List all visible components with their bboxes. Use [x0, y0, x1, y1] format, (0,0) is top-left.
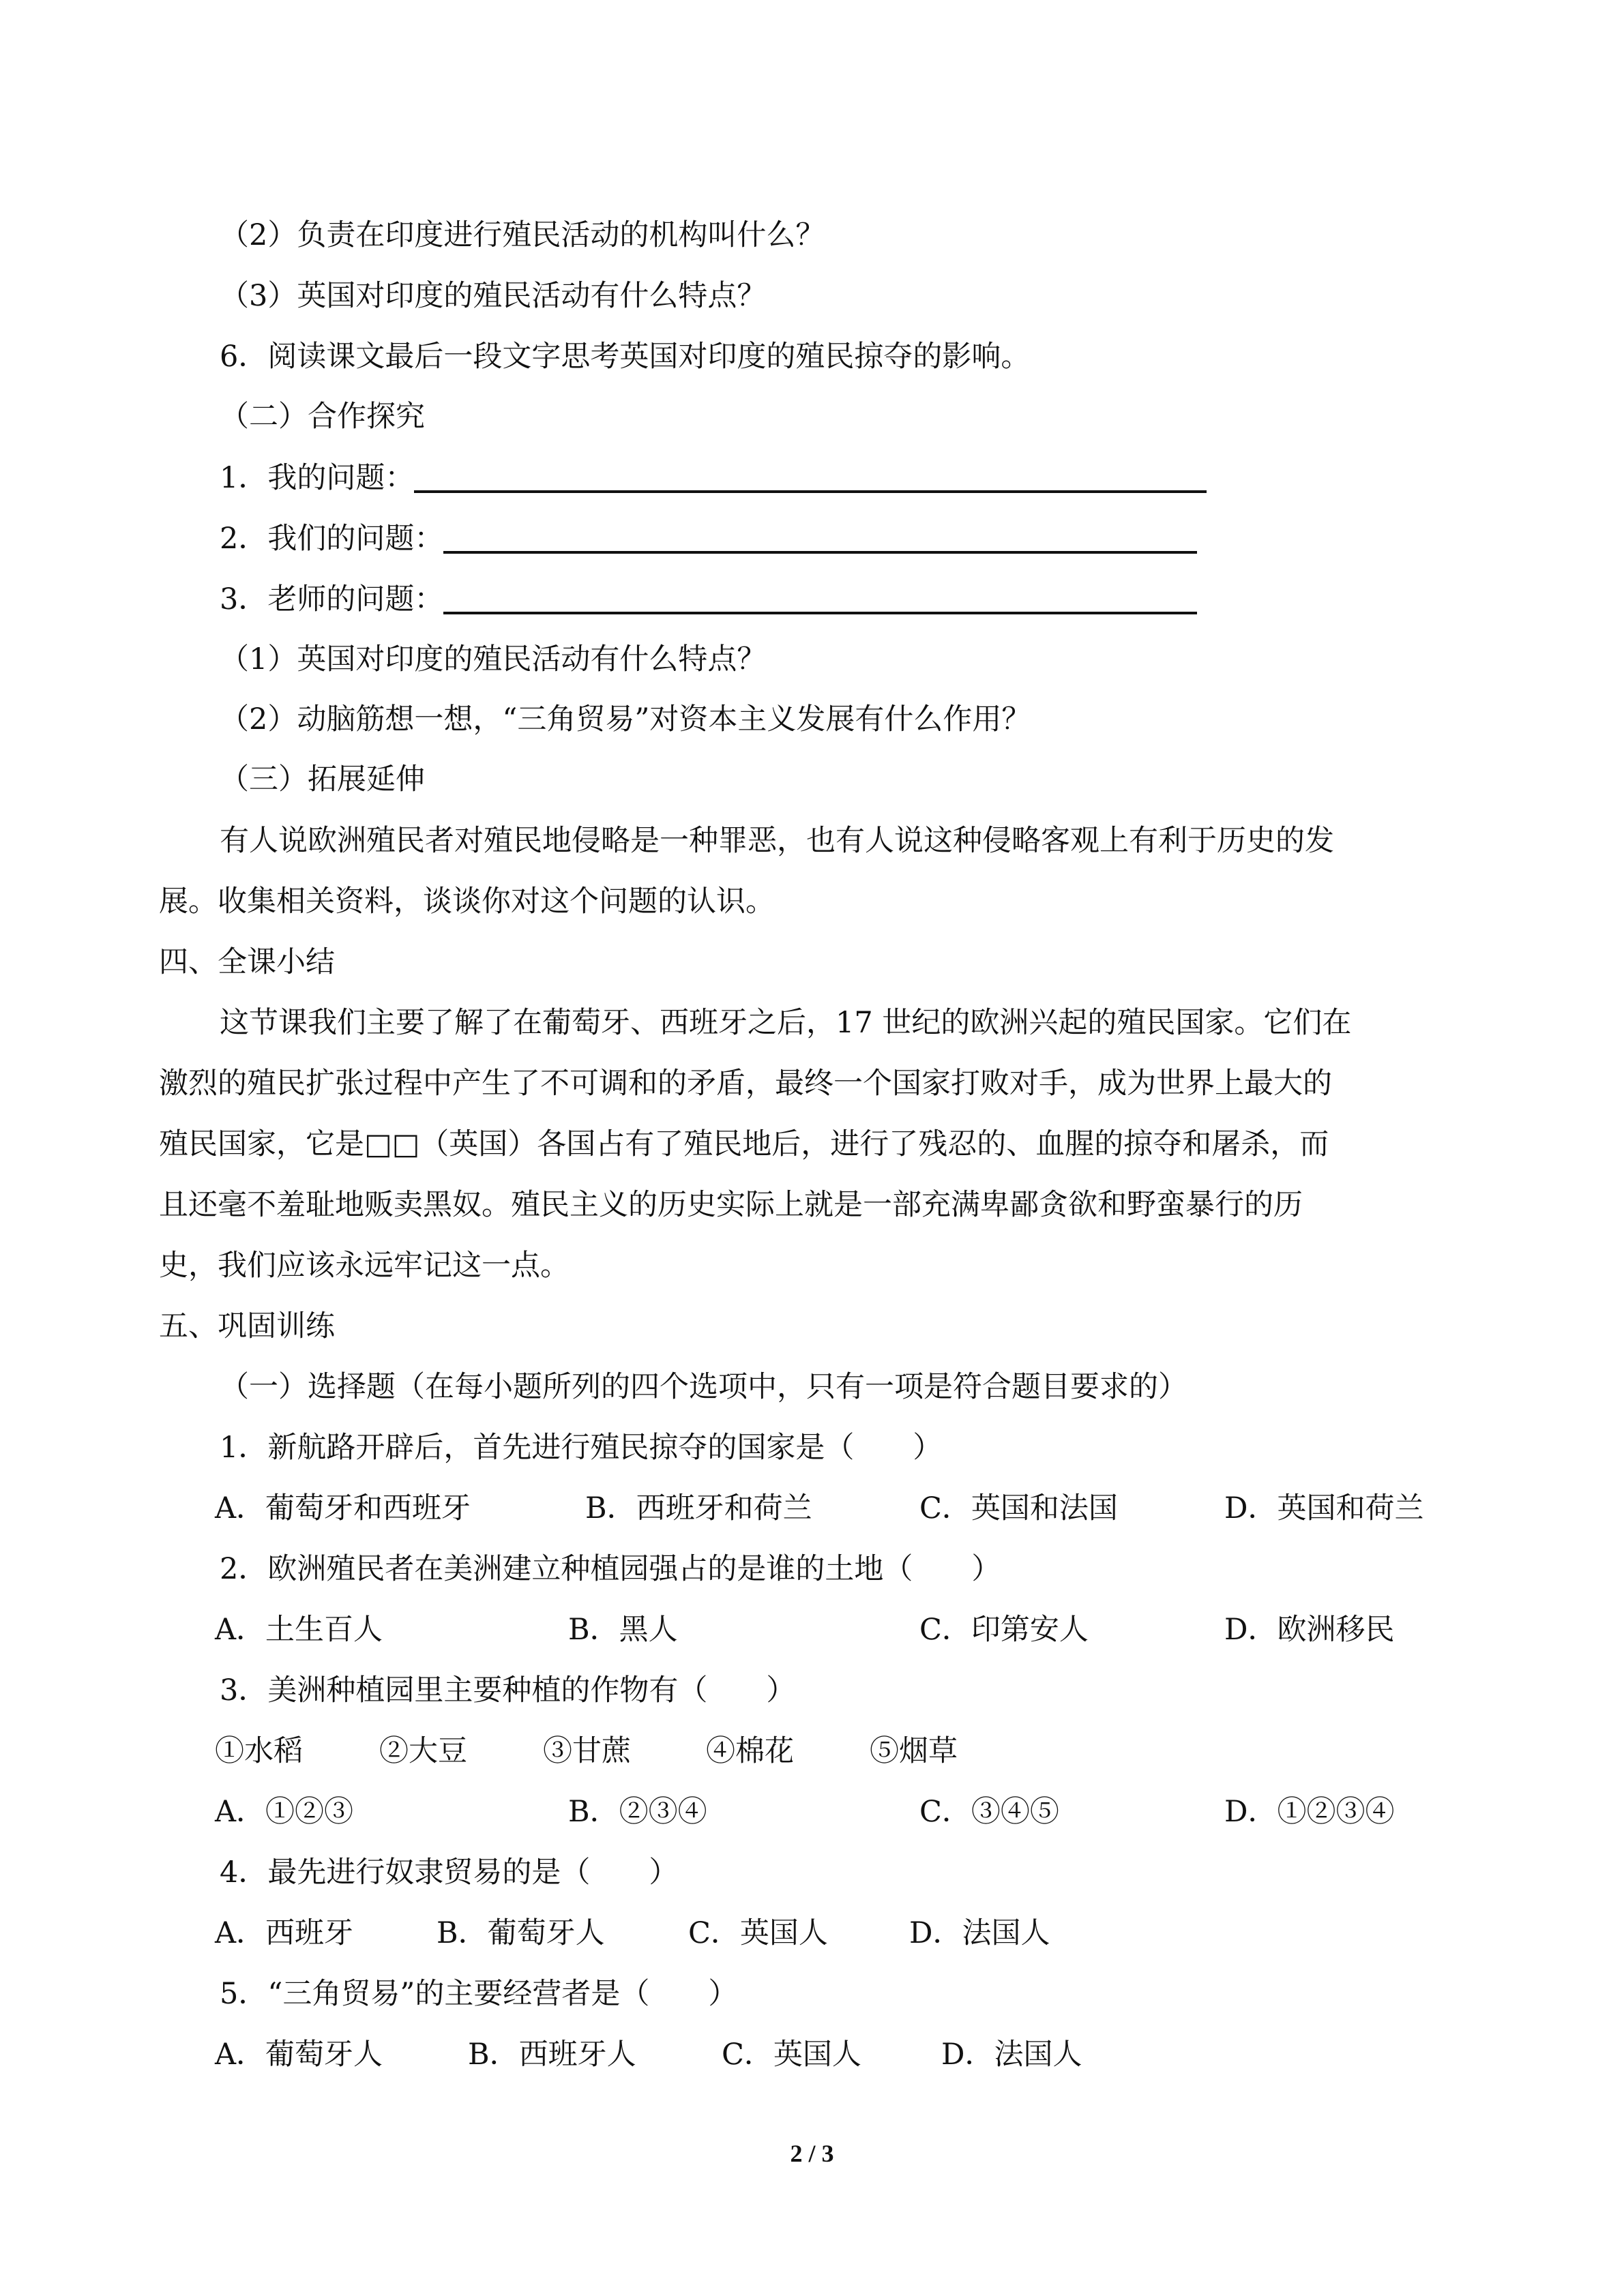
- extension-heading: （三）拓展延伸: [220, 762, 425, 796]
- teacher-question-answer-line[interactable]: [443, 584, 1197, 614]
- crop-item: ③甘蔗: [543, 1734, 631, 1768]
- option-a[interactable]: A．西班牙: [215, 1916, 354, 1950]
- option-b[interactable]: B．西班牙和荷兰: [585, 1491, 812, 1525]
- option-a[interactable]: A．土生百人: [215, 1613, 383, 1647]
- option-c[interactable]: C．英国和法国: [919, 1491, 1118, 1525]
- option-d[interactable]: D．英国和荷兰: [1224, 1491, 1424, 1525]
- summary-paragraph-line: 殖民国家，它是□□（英国）各国占有了殖民地后，进行了残忍的、血腥的掠夺和屠杀，而: [159, 1127, 1329, 1161]
- crop-item: ⑤烟草: [870, 1734, 958, 1768]
- option-d[interactable]: D．法国人: [909, 1916, 1050, 1950]
- crop-item: ④棉花: [706, 1734, 794, 1768]
- question-3-text: （3）英国对印度的殖民活动有什么特点？: [220, 279, 767, 313]
- extension-paragraph-line: 展。收集相关资料，谈谈你对这个问题的认识。: [159, 884, 775, 919]
- option-b[interactable]: B．西班牙人: [468, 2038, 636, 2072]
- question-2-text: （2）负责在印度进行殖民活动的机构叫什么？: [220, 218, 825, 252]
- my-question-answer-line[interactable]: [414, 463, 1207, 493]
- summary-paragraph-line: 激烈的殖民扩张过程中产生了不可调和的矛盾，最终一个国家打败对手，成为世界上最大的: [159, 1067, 1332, 1101]
- crop-item: ②大豆: [379, 1734, 467, 1768]
- crop-item: ①水稻: [215, 1734, 303, 1768]
- our-question-label: 2．我们的问题：: [220, 522, 444, 556]
- cooperation-heading: （二）合作探究: [220, 400, 425, 434]
- question-6-text: 6．阅读课文最后一段文字思考英国对印度的殖民掠夺的影响。: [220, 340, 1031, 374]
- option-d[interactable]: D．欧洲移民: [1224, 1613, 1395, 1647]
- option-c[interactable]: C．英国人: [688, 1916, 828, 1950]
- option-d[interactable]: D．法国人: [941, 2038, 1082, 2072]
- our-question-row: [220, 518, 1197, 559]
- our-question-answer-line[interactable]: [443, 524, 1197, 554]
- summary-paragraph-line: 这节课我们主要了解了在葡萄牙、西班牙之后，17 世纪的欧洲兴起的殖民国家。它们在: [220, 1006, 1352, 1040]
- question-stem: 1．新航路开辟后，首先进行殖民掠夺的国家是（ ）: [220, 1431, 943, 1465]
- practice-heading: 五、巩固训练: [159, 1309, 335, 1343]
- summary-paragraph-line: 史，我们应该永远牢记这一点。: [159, 1249, 570, 1283]
- option-a[interactable]: A．葡萄牙和西班牙: [215, 1491, 471, 1525]
- teacher-subquestion-1: （1）英国对印度的殖民活动有什么特点？: [220, 642, 767, 676]
- teacher-question-label: 3．老师的问题：: [220, 582, 444, 616]
- option-c[interactable]: C．③④⑤: [919, 1795, 1059, 1829]
- summary-paragraph-line: 且还毫不羞耻地贩卖黑奴。殖民主义的历史实际上就是一部充满卑鄙贪欲和野蛮暴行的历: [159, 1188, 1303, 1222]
- question-stem: 4．最先进行奴隶贸易的是（ ）: [220, 1855, 679, 1890]
- my-question-row: [220, 458, 1207, 498]
- option-c[interactable]: C．印第安人: [919, 1613, 1089, 1647]
- option-a[interactable]: A．①②③: [215, 1795, 354, 1829]
- option-d[interactable]: D．①②③④: [1224, 1795, 1395, 1829]
- option-b[interactable]: B．②③④: [568, 1795, 707, 1829]
- question-stem: 2．欧洲殖民者在美洲建立种植园强占的是谁的土地（ ）: [220, 1552, 1001, 1586]
- choice-section-heading: （一）选择题（在每小题所列的四个选项中，只有一项是符合题目要求的）: [220, 1370, 1187, 1404]
- question-stem: 5．“三角贸易”的主要经营者是（ ）: [220, 1977, 738, 2011]
- option-b[interactable]: B．葡萄牙人: [437, 1916, 605, 1950]
- my-question-label: 1．我的问题：: [220, 461, 415, 495]
- page-number: 2 / 3: [790, 2140, 834, 2167]
- teacher-subquestion-2: （2）动脑筋想一想，“三角贸易”对资本主义发展有什么作用？: [220, 702, 1031, 736]
- teacher-question-row: [220, 579, 1197, 620]
- extension-paragraph-line: 有人说欧洲殖民者对殖民地侵略是一种罪恶，也有人说这种侵略客观上有利于历史的发: [220, 824, 1334, 858]
- summary-heading: 四、全课小结: [159, 945, 335, 979]
- question-stem: 3．美洲种植园里主要种植的作物有（ ）: [220, 1673, 796, 1708]
- option-a[interactable]: A．葡萄牙人: [215, 2038, 383, 2072]
- option-b[interactable]: B．黑人: [568, 1613, 678, 1647]
- option-c[interactable]: C．英国人: [722, 2038, 861, 2072]
